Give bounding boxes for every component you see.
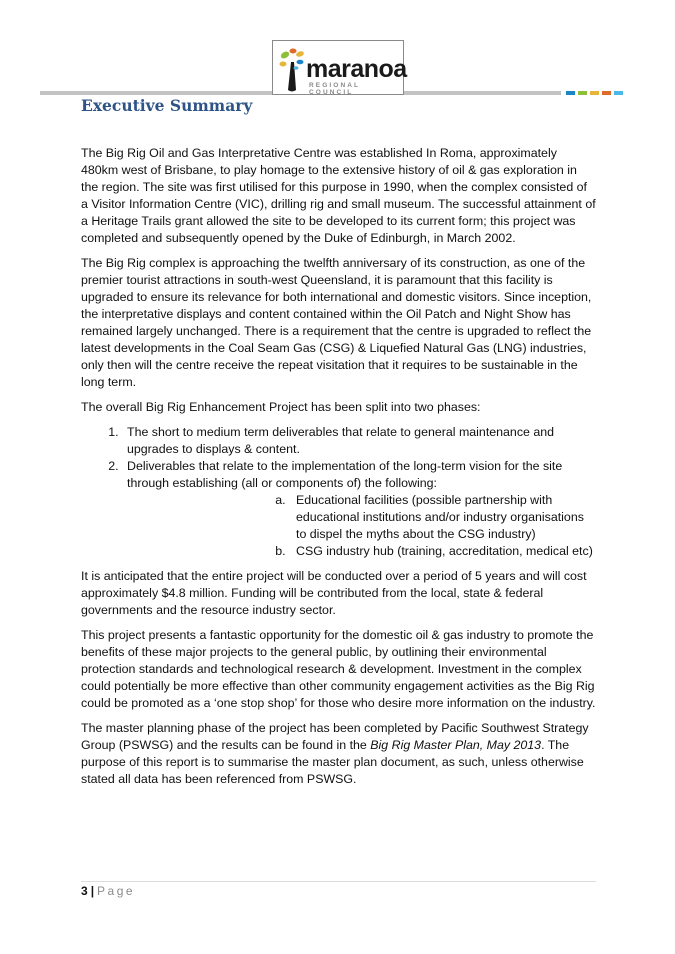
accent-squares: [566, 91, 623, 95]
accent-square: [614, 91, 623, 95]
list-item-text: Deliverables that relate to the implementation of the long-term vision for the site through establishing (all or components of) the following:: [127, 459, 563, 490]
maranoa-logo: [272, 40, 407, 96]
list-item: [122, 458, 596, 560]
page-title: Executive Summary: [81, 96, 253, 115]
list-item-text: The short to medium term deliverables that relate to general maintenance and upgrades to displays & content.: [127, 425, 555, 456]
accent-square: [602, 91, 611, 95]
paragraph-upgrade-need: The Big Rig complex is approaching the twelfth anniversary of its construction, as one of the premier tourist attractions in south-west Queensland, it is paramount that this facility is upgraded to ensure its relevance for both international and domestic visitors. Since inception, the interpretative displays and content contained within the Oil Patch and Night Show has remained largely unchanged. There is a requirement that the centre is upgraded to reflect the latest developments in the Coal Seam Gas (CSG) & Liquefied Natural Gas (LNG) industries, only then will the centre receive the repeat visitation that it requires to be sustainable in the long term.: [81, 256, 592, 389]
sub-list-item: [289, 543, 596, 560]
page-label: Page: [97, 884, 136, 898]
sub-list-item: [289, 492, 596, 543]
list-item-text: CSG industry hub (training, accreditation, medical etc): [296, 544, 593, 558]
footer-separator: |: [90, 884, 95, 898]
list-item-text: Educational facilities (possible partnership with educational institutions and/or industry organisations to dispel the myths about the CSG industry): [296, 493, 584, 541]
paragraph-history: The Big Rig Oil and Gas Interpretative Centre was established In Roma, approximately 480km west of Brisbane, to play homage to the extensive history of oil & gas exploration in the region. The site was first utilised for this purpose in 1990, when the complex consisted of a Visitor Information Centre (VIC), drilling rig and small museum. The successful attainment of a Heritage Trails grant allowed the site to be developed to its current form; this project was completed and subsequently opened by the Duke of Edinburgh, in March 2002.: [81, 146, 596, 245]
page-footer: [81, 884, 135, 898]
accent-square: [578, 91, 587, 95]
tree-logo-icon: [279, 46, 305, 92]
logo-wordmark: maranoa: [306, 55, 407, 83]
page-number: 3: [81, 884, 88, 898]
sub-list: [127, 492, 596, 560]
text-run: . The purpose of this report is to summarise the master plan document, as such, unless otherwise stated all data has been referenced from PSWSG.: [81, 738, 584, 786]
logo-subtitle: REGIONAL COUNCIL: [309, 82, 360, 96]
list-item: [122, 424, 596, 458]
master-plan-title: Big Rig Master Plan, May 2013: [370, 738, 542, 752]
document-body: [81, 145, 596, 796]
accent-square: [590, 91, 599, 95]
paragraph-opportunity: This project presents a fantastic opportunity for the domestic oil & gas industry to promote the benefits of these major projects to the general public, by outlining their environmental protection standards and technological research & development. Investment in the complex could potentially be more effective than other community engagement activities as the Big Rig could be promoted as a ‘one stop shop’ for those who desire more information on the industry.: [81, 628, 596, 710]
paragraph-phases-intro: The overall Big Rig Enhancement Project has been split into two phases:: [81, 400, 481, 414]
phases-list: [81, 424, 596, 560]
accent-square: [566, 91, 575, 95]
text-run: The master planning phase of the project has been completed by Pacific Southwest Strategy Group (PSWSG) and the results can be found in the: [81, 721, 589, 752]
footer-rule: [81, 881, 596, 882]
paragraph-cost: It is anticipated that the entire project will be conducted over a period of 5 years and will cost approximately $4.8 million. Funding will be contributed from the local, state & federal governments and the resource industry sector.: [81, 569, 587, 617]
paragraph-master-plan: [81, 720, 596, 788]
